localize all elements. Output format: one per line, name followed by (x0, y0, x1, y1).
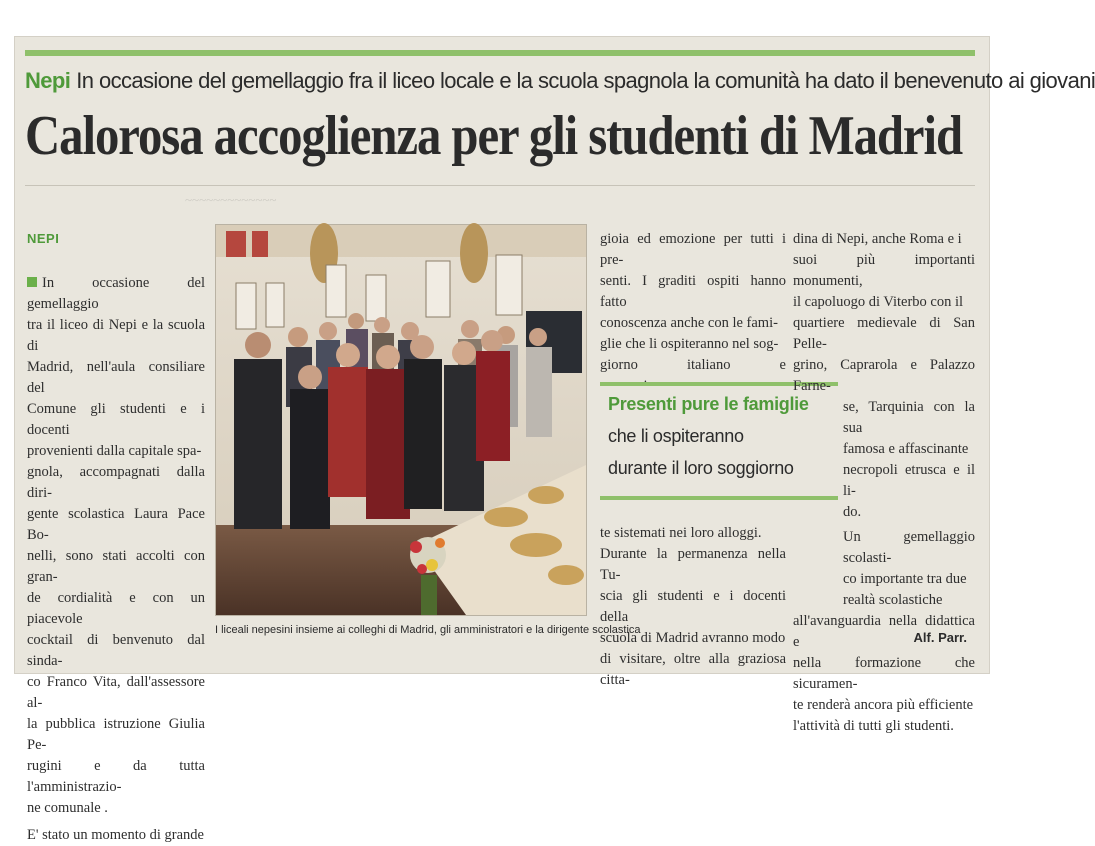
column-4-line: suoi più importanti monumenti, (793, 252, 975, 289)
column-1-line: tra il liceo di Nepi e la scuola di (27, 317, 205, 354)
column-4-line: all'avanguardia nella didattica e (793, 613, 975, 650)
column-3-line: senti. I graditi ospiti hanno fatto (600, 273, 786, 310)
photo-caption: I liceali nepesini insieme ai colleghi di Madrid, gli amministratori e la dirigente scolastica (215, 624, 641, 636)
column-1-line: de cordialità e con un piacevole (27, 590, 205, 627)
column-3-line: scia gli studenti e i docenti della (600, 588, 786, 625)
article-column-4 (793, 229, 975, 737)
newspaper-clipping (14, 36, 1095, 843)
column-1-line: ne comunale . (27, 800, 108, 816)
pull-quote-title: Presenti pure le famiglie (608, 394, 809, 414)
column-1-line: la pubblica istruzione Giulia Pe- (27, 716, 205, 753)
column-1-line: In occasione del gemellaggio (27, 275, 205, 312)
pull-quote-line-1: che li ospiteranno (608, 426, 744, 446)
column-4-line: l'attività di tutti gli studenti. (793, 718, 954, 734)
column-4-line: se, Tarquinia con la sua (843, 399, 975, 436)
pull-quote-line-2: durante il loro soggiorno (608, 458, 794, 478)
column-1-line: Comune gli studenti e i docenti (27, 401, 205, 438)
paragraph-bullet-icon (27, 277, 37, 287)
article-column-3-top (600, 229, 786, 397)
column-4-line: do. (843, 504, 862, 520)
top-green-rule (25, 50, 975, 56)
column-3-line: Durante la permanenza nella Tu- (600, 546, 786, 583)
column-3-line: di visitare, oltre alla graziosa citta- (600, 651, 786, 688)
column-4-line: nella formazione che sicuramen- (793, 655, 975, 692)
article-column-1 (27, 273, 205, 846)
column-4-line: Un gemellaggio scolasti- (843, 529, 975, 566)
column-1-line: provenienti dalla capitale spa- (27, 443, 202, 459)
column-4-line: il capoluogo di Viterbo con il (793, 294, 964, 310)
column-4-line: famosa e affascinante (843, 441, 969, 457)
group-photo (215, 224, 587, 616)
kicker-place: Nepi (25, 68, 71, 93)
column-4-line: realtà scolastiche (843, 592, 943, 608)
column-4-line: grino, Caprarola e Palazzo Farne- (793, 357, 975, 394)
section-tag: NEPI (27, 231, 60, 246)
column-4-line: quartiere medievale di San Pelle- (793, 315, 975, 352)
kicker-line (25, 61, 1095, 101)
column-4-line: te renderà ancora più efficiente (793, 697, 974, 713)
column-3-line: scuola di Madrid avranno modo (600, 630, 786, 646)
column-3-line: te sistemati nei loro alloggi. (600, 525, 762, 541)
group-photo-image (216, 225, 586, 615)
column-1-line: Madrid, nell'aula consiliare del (27, 359, 205, 396)
bleed-through-text: ~~~~~~~~~~~~~ (185, 192, 277, 207)
column-3-line: glie che li ospiteranno nel sog- (600, 336, 779, 352)
column-3-line: giorno italiano e (600, 357, 786, 373)
headline: Calorosa accoglienza per gli studenti di Madrid (25, 105, 963, 167)
divider-rule (25, 185, 975, 186)
article-column-3-bottom (600, 523, 786, 691)
column-1-line: co Franco Vita, dall'assessore al- (27, 674, 205, 711)
column-3-line: conoscenza anche con le fami- (600, 315, 778, 331)
column-3-line: gioia ed emozione per tutti i pre- (600, 231, 786, 268)
kicker-text: In occasione del gemellaggio fra il liceo locale e la scuola spagnola la comunità ha dato il benevenuto ai giovani (76, 68, 1095, 93)
column-1-line: rugini e da tutta l'amministrazio- (27, 758, 205, 795)
column-1-line: gente scolastica Laura Pace Bo- (27, 506, 205, 543)
column-4-line: dina di Nepi, anche Roma e i (793, 231, 962, 247)
column-1-line: nelli, sono stati accolti con gran- (27, 548, 205, 585)
column-4-line: co importante tra due (843, 571, 967, 587)
column-1-line: cocktail di benvenuto dal sinda- (27, 632, 205, 669)
column-1-line: gnola, accompagnati dalla diri- (27, 464, 205, 501)
column-4-line: necropoli etrusca e il li- (843, 462, 975, 499)
author-signature: Alf. Parr. (913, 630, 967, 645)
column-1-line: E' stato un momento di grande (27, 827, 204, 843)
